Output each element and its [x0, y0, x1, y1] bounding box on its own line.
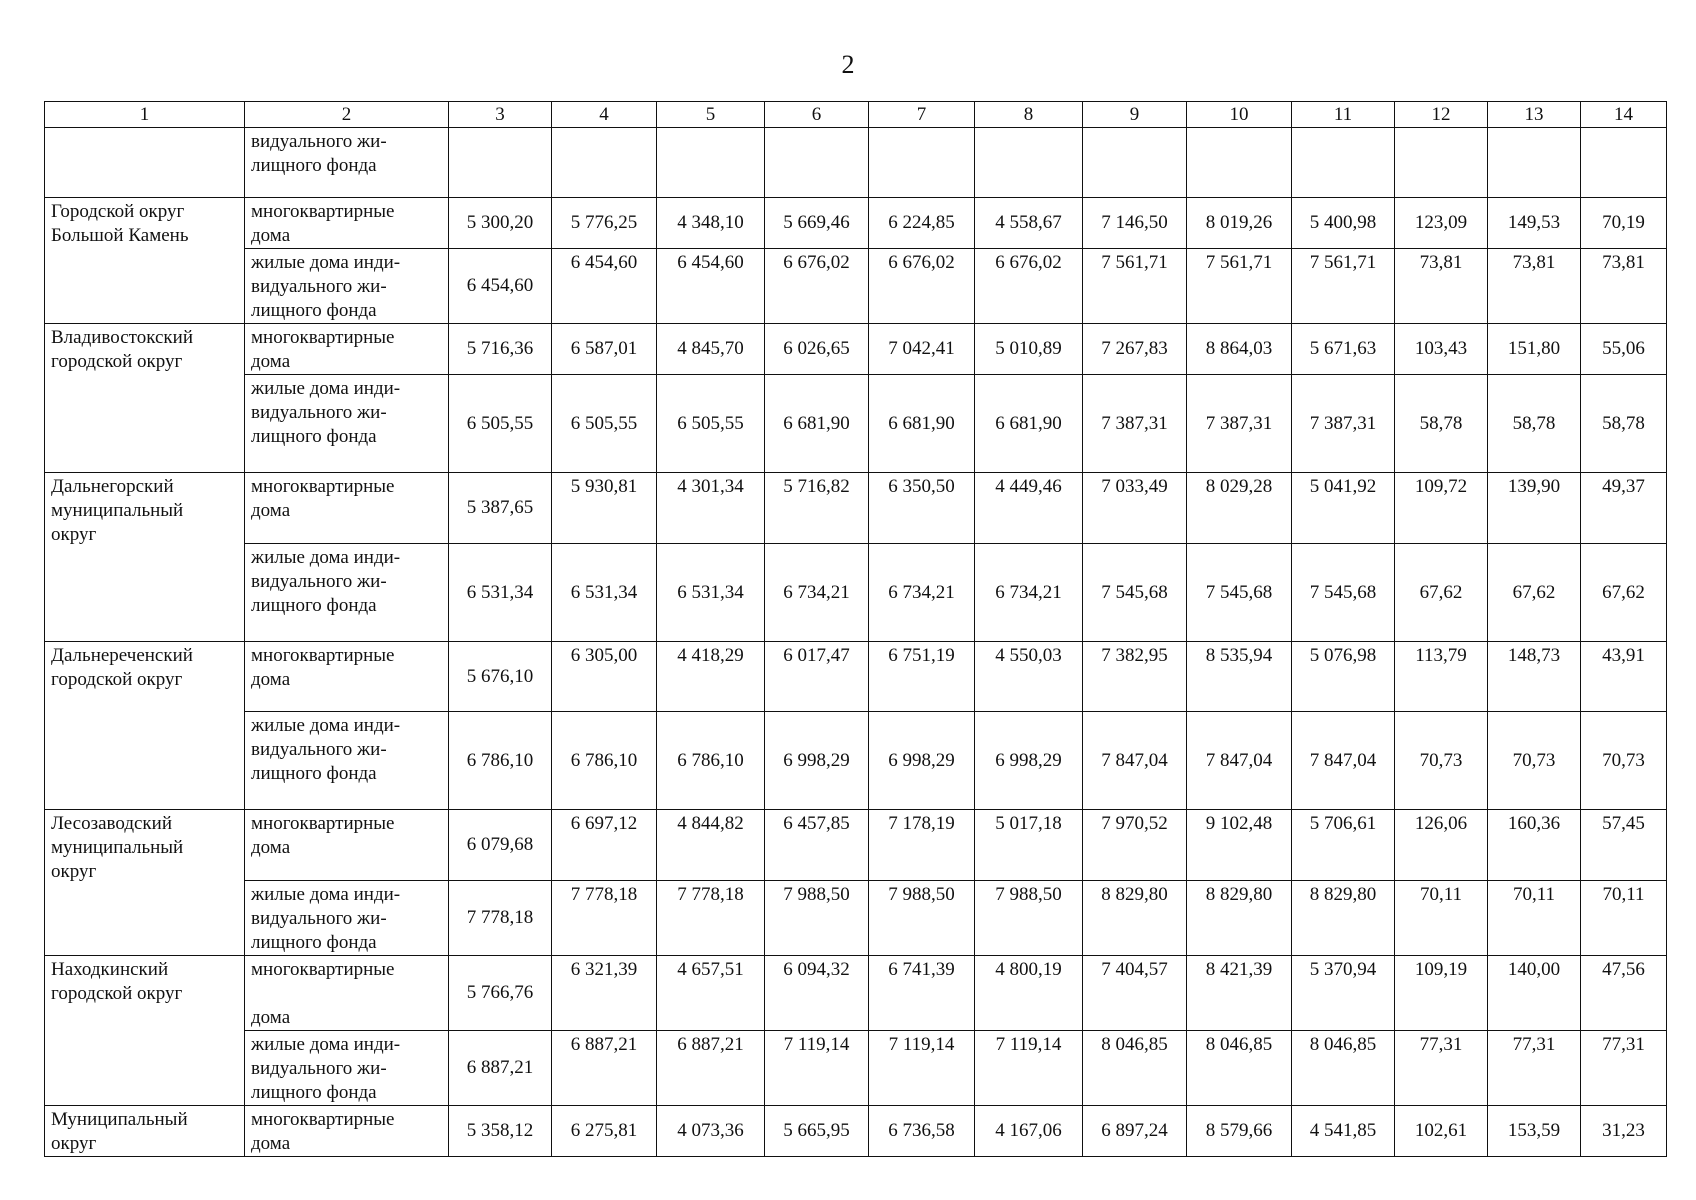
value-cell: 70,11	[1581, 881, 1667, 956]
value-cell: 8 579,66	[1187, 1106, 1292, 1157]
value-cell: 6 350,50	[869, 473, 975, 544]
value-cell: 6 786,10	[449, 712, 552, 810]
value-cell: 113,79	[1395, 642, 1488, 712]
value-cell: 6 676,02	[975, 249, 1083, 324]
value-cell: 49,37	[1581, 473, 1667, 544]
value-cell: 5 400,98	[1292, 198, 1395, 249]
value-cell: 149,53	[1488, 198, 1581, 249]
value-cell: 4 550,03	[975, 642, 1083, 712]
value-cell: 6 454,60	[657, 249, 765, 324]
value-cell: 55,06	[1581, 324, 1667, 375]
column-header-9: 9	[1083, 102, 1187, 128]
value-cell: 70,19	[1581, 198, 1667, 249]
value-cell: 7 847,04	[1292, 712, 1395, 810]
value-cell: 5 669,46	[765, 198, 869, 249]
header-row	[45, 102, 1667, 128]
value-cell: 6 224,85	[869, 198, 975, 249]
value-cell: 8 046,85	[1187, 1031, 1292, 1106]
value-cell: 5 300,20	[449, 198, 552, 249]
value-cell: 4 348,10	[657, 198, 765, 249]
column-header-2: 2	[245, 102, 449, 128]
housing-type: многоквартирные дома	[245, 198, 449, 249]
column-header-7: 7	[869, 102, 975, 128]
value-cell: 8 019,26	[1187, 198, 1292, 249]
value-cell: 6 887,21	[657, 1031, 765, 1106]
value-cell	[1292, 128, 1395, 198]
value-cell: 5 930,81	[552, 473, 657, 544]
value-cell: 5 370,94	[1292, 956, 1395, 1031]
value-cell: 4 449,46	[975, 473, 1083, 544]
column-header-4: 4	[552, 102, 657, 128]
value-cell: 6 697,12	[552, 810, 657, 881]
value-cell: 8 829,80	[1292, 881, 1395, 956]
value-cell: 151,80	[1488, 324, 1581, 375]
value-cell: 6 998,29	[975, 712, 1083, 810]
value-cell: 58,78	[1581, 375, 1667, 473]
housing-type: видуального жи- лищного фонда	[245, 128, 449, 198]
value-cell: 6 079,68	[449, 810, 552, 881]
municipality-name: Владивостокский городской округ	[45, 324, 245, 473]
column-header-11: 11	[1292, 102, 1395, 128]
value-cell: 70,73	[1488, 712, 1581, 810]
value-cell: 6 786,10	[657, 712, 765, 810]
value-cell: 160,36	[1488, 810, 1581, 881]
housing-type: жилые дома инди- видуального жи- лищного фонда	[245, 375, 449, 473]
value-cell: 6 454,60	[449, 249, 552, 324]
value-cell: 7 561,71	[1187, 249, 1292, 324]
value-cell: 7 387,31	[1187, 375, 1292, 473]
value-cell: 6 505,55	[657, 375, 765, 473]
municipality-name	[45, 128, 245, 198]
value-cell: 73,81	[1581, 249, 1667, 324]
value-cell	[975, 128, 1083, 198]
value-cell: 6 751,19	[869, 642, 975, 712]
value-cell: 4 558,67	[975, 198, 1083, 249]
value-cell	[869, 128, 975, 198]
value-cell: 7 042,41	[869, 324, 975, 375]
housing-type: жилые дома инди- видуального жи- лищного фонда	[245, 881, 449, 956]
value-cell	[1083, 128, 1187, 198]
value-cell: 5 017,18	[975, 810, 1083, 881]
value-cell	[552, 128, 657, 198]
value-cell: 7 382,95	[1083, 642, 1187, 712]
value-cell: 43,91	[1581, 642, 1667, 712]
value-cell: 4 418,29	[657, 642, 765, 712]
value-cell: 148,73	[1488, 642, 1581, 712]
value-cell: 70,11	[1395, 881, 1488, 956]
value-cell	[1488, 128, 1581, 198]
value-cell: 6 741,39	[869, 956, 975, 1031]
value-cell: 67,62	[1581, 544, 1667, 642]
housing-type: многоквартирные дома	[245, 473, 449, 544]
value-cell: 5 676,10	[449, 642, 552, 712]
value-cell: 8 864,03	[1187, 324, 1292, 375]
value-cell: 6 505,55	[552, 375, 657, 473]
value-cell: 6 321,39	[552, 956, 657, 1031]
value-cell	[1187, 128, 1292, 198]
value-cell: 6 998,29	[869, 712, 975, 810]
housing-type: жилые дома инди- видуального жи- лищного фонда	[245, 249, 449, 324]
value-cell: 8 829,80	[1187, 881, 1292, 956]
value-cell: 6 998,29	[765, 712, 869, 810]
column-header-14: 14	[1581, 102, 1667, 128]
table-row	[45, 544, 1667, 642]
table-row	[45, 375, 1667, 473]
value-cell: 4 845,70	[657, 324, 765, 375]
value-cell: 4 657,51	[657, 956, 765, 1031]
value-cell: 6 587,01	[552, 324, 657, 375]
municipality-name: Дальнереченский городской округ	[45, 642, 245, 810]
value-cell: 6 531,34	[449, 544, 552, 642]
value-cell: 4 541,85	[1292, 1106, 1395, 1157]
table-row	[45, 198, 1667, 249]
value-cell: 6 681,90	[765, 375, 869, 473]
housing-type: многоквартирные дома	[245, 956, 449, 1031]
value-cell: 6 887,21	[552, 1031, 657, 1106]
value-cell: 5 706,61	[1292, 810, 1395, 881]
value-cell: 6 681,90	[975, 375, 1083, 473]
value-cell: 7 847,04	[1187, 712, 1292, 810]
value-cell: 5 358,12	[449, 1106, 552, 1157]
table-row	[45, 712, 1667, 810]
column-header-6: 6	[765, 102, 869, 128]
value-cell: 6 897,24	[1083, 1106, 1187, 1157]
value-cell	[765, 128, 869, 198]
column-header-10: 10	[1187, 102, 1292, 128]
value-cell: 103,43	[1395, 324, 1488, 375]
table-row	[45, 249, 1667, 324]
value-cell: 7 847,04	[1083, 712, 1187, 810]
value-cell: 57,45	[1581, 810, 1667, 881]
value-cell	[449, 128, 552, 198]
value-cell: 77,31	[1581, 1031, 1667, 1106]
value-cell: 4 301,34	[657, 473, 765, 544]
value-cell: 7 119,14	[975, 1031, 1083, 1106]
value-cell: 6 457,85	[765, 810, 869, 881]
column-header-3: 3	[449, 102, 552, 128]
housing-type: многоквартирные дома	[245, 324, 449, 375]
value-cell: 47,56	[1581, 956, 1667, 1031]
value-cell: 6 454,60	[552, 249, 657, 324]
value-cell: 6 734,21	[975, 544, 1083, 642]
value-cell: 67,62	[1488, 544, 1581, 642]
value-cell: 8 046,85	[1083, 1031, 1187, 1106]
value-cell: 58,78	[1395, 375, 1488, 473]
value-cell: 5 010,89	[975, 324, 1083, 375]
value-cell: 7 545,68	[1292, 544, 1395, 642]
value-cell: 73,81	[1488, 249, 1581, 324]
value-cell: 123,09	[1395, 198, 1488, 249]
value-cell: 5 716,36	[449, 324, 552, 375]
value-cell: 5 665,95	[765, 1106, 869, 1157]
column-header-8: 8	[975, 102, 1083, 128]
value-cell: 70,73	[1395, 712, 1488, 810]
municipality-name: Дальнегорский муниципальный округ	[45, 473, 245, 642]
value-cell: 6 887,21	[449, 1031, 552, 1106]
table-row	[45, 810, 1667, 881]
value-cell: 4 800,19	[975, 956, 1083, 1031]
value-cell: 6 734,21	[765, 544, 869, 642]
value-cell: 7 387,31	[1292, 375, 1395, 473]
value-cell: 7 545,68	[1187, 544, 1292, 642]
value-cell: 7 267,83	[1083, 324, 1187, 375]
value-cell: 6 531,34	[552, 544, 657, 642]
value-cell: 140,00	[1488, 956, 1581, 1031]
value-cell: 7 988,50	[975, 881, 1083, 956]
table-row	[45, 881, 1667, 956]
value-cell: 70,73	[1581, 712, 1667, 810]
value-cell: 5 387,65	[449, 473, 552, 544]
housing-cost-table	[44, 101, 1667, 1157]
value-cell: 7 146,50	[1083, 198, 1187, 249]
value-cell: 70,11	[1488, 881, 1581, 956]
value-cell: 7 561,71	[1292, 249, 1395, 324]
housing-type: многоквартирные дома	[245, 1106, 449, 1157]
value-cell: 109,72	[1395, 473, 1488, 544]
value-cell: 126,06	[1395, 810, 1488, 881]
value-cell: 7 778,18	[552, 881, 657, 956]
value-cell: 7 033,49	[1083, 473, 1187, 544]
value-cell: 7 404,57	[1083, 956, 1187, 1031]
value-cell: 7 778,18	[657, 881, 765, 956]
value-cell: 31,23	[1581, 1106, 1667, 1157]
value-cell: 8 535,94	[1187, 642, 1292, 712]
value-cell: 7 387,31	[1083, 375, 1187, 473]
table-row	[45, 956, 1667, 1031]
table-row	[45, 1106, 1667, 1157]
column-header-1: 1	[45, 102, 245, 128]
value-cell: 7 178,19	[869, 810, 975, 881]
value-cell: 5 076,98	[1292, 642, 1395, 712]
value-cell: 6 505,55	[449, 375, 552, 473]
municipality-name: Лесозаводский муниципальный округ	[45, 810, 245, 956]
value-cell: 6 026,65	[765, 324, 869, 375]
value-cell: 4 844,82	[657, 810, 765, 881]
value-cell: 6 676,02	[765, 249, 869, 324]
value-cell: 7 778,18	[449, 881, 552, 956]
column-header-12: 12	[1395, 102, 1488, 128]
municipality-name: Находкинский городской округ	[45, 956, 245, 1106]
value-cell: 73,81	[1395, 249, 1488, 324]
value-cell: 58,78	[1488, 375, 1581, 473]
municipality-name: Городской округ Большой Камень	[45, 198, 245, 324]
value-cell: 77,31	[1488, 1031, 1581, 1106]
value-cell: 139,90	[1488, 473, 1581, 544]
value-cell: 6 531,34	[657, 544, 765, 642]
value-cell: 9 102,48	[1187, 810, 1292, 881]
value-cell: 6 734,21	[869, 544, 975, 642]
value-cell: 5 041,92	[1292, 473, 1395, 544]
value-cell	[657, 128, 765, 198]
value-cell: 6 681,90	[869, 375, 975, 473]
value-cell: 153,59	[1488, 1106, 1581, 1157]
value-cell: 5 716,82	[765, 473, 869, 544]
value-cell: 7 119,14	[869, 1031, 975, 1106]
value-cell: 7 561,71	[1083, 249, 1187, 324]
column-header-5: 5	[657, 102, 765, 128]
housing-type: многоквартирные дома	[245, 810, 449, 881]
value-cell: 7 119,14	[765, 1031, 869, 1106]
table-row	[45, 642, 1667, 712]
value-cell: 6 094,32	[765, 956, 869, 1031]
housing-type: жилые дома инди- видуального жи- лищного фонда	[245, 544, 449, 642]
value-cell: 67,62	[1395, 544, 1488, 642]
value-cell: 4 167,06	[975, 1106, 1083, 1157]
column-header-13: 13	[1488, 102, 1581, 128]
page-number: 2	[841, 50, 855, 79]
value-cell: 6 786,10	[552, 712, 657, 810]
value-cell: 5 671,63	[1292, 324, 1395, 375]
value-cell: 7 970,52	[1083, 810, 1187, 881]
housing-type: жилые дома инди- видуального жи- лищного фонда	[245, 712, 449, 810]
value-cell: 6 736,58	[869, 1106, 975, 1157]
value-cell: 6 275,81	[552, 1106, 657, 1157]
value-cell: 7 988,50	[869, 881, 975, 956]
value-cell: 8 029,28	[1187, 473, 1292, 544]
table-row	[45, 1031, 1667, 1106]
housing-type: жилые дома инди- видуального жи- лищного фонда	[245, 1031, 449, 1106]
table-row	[45, 473, 1667, 544]
value-cell: 5 776,25	[552, 198, 657, 249]
value-cell: 6 676,02	[869, 249, 975, 324]
value-cell: 7 988,50	[765, 881, 869, 956]
value-cell: 8 421,39	[1187, 956, 1292, 1031]
value-cell	[1395, 128, 1488, 198]
value-cell: 8 829,80	[1083, 881, 1187, 956]
housing-type: многоквартирные дома	[245, 642, 449, 712]
value-cell	[1581, 128, 1667, 198]
value-cell: 6 305,00	[552, 642, 657, 712]
value-cell: 8 046,85	[1292, 1031, 1395, 1106]
table-row	[45, 128, 1667, 198]
value-cell: 7 545,68	[1083, 544, 1187, 642]
value-cell: 4 073,36	[657, 1106, 765, 1157]
value-cell: 102,61	[1395, 1106, 1488, 1157]
value-cell: 109,19	[1395, 956, 1488, 1031]
value-cell: 77,31	[1395, 1031, 1488, 1106]
table-row	[45, 324, 1667, 375]
municipality-name: Муниципальный округ	[45, 1106, 245, 1157]
value-cell: 5 766,76	[449, 956, 552, 1031]
value-cell: 6 017,47	[765, 642, 869, 712]
